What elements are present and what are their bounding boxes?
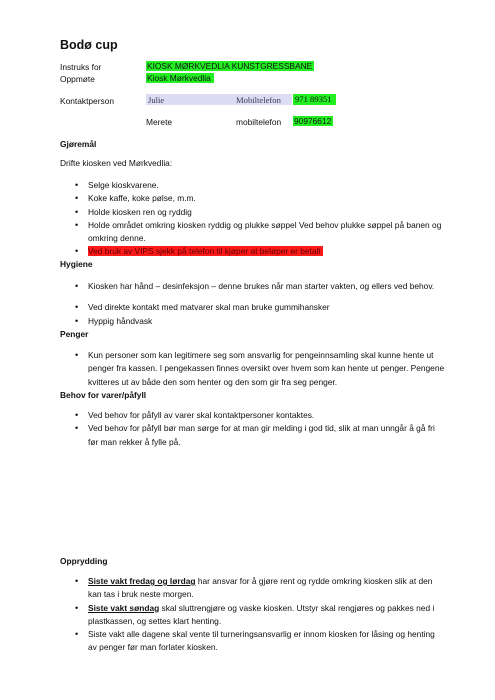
- list-item: • Ved direkte kontakt med matvarer skal man bruke gummihansker: [60, 301, 460, 314]
- instruks-label: Instruks for: [60, 62, 102, 72]
- penger-heading: Penger: [60, 329, 89, 339]
- contact1-phone-label: Mobiltelefon: [236, 95, 281, 105]
- kontakt-label: Kontaktperson: [60, 96, 115, 106]
- list-item: • Selge kioskvarene.: [60, 179, 440, 192]
- list-item: • Hyppig håndvask: [60, 315, 460, 328]
- hygiene-heading: Hygiene: [60, 259, 93, 269]
- behov-list: [60, 409, 445, 449]
- list-item: • Ved behov for påfyll av varer skal kontaktpersoner kontaktes.: [60, 409, 445, 422]
- penger-list: [60, 349, 445, 389]
- opprydding-list: [60, 575, 445, 655]
- page-title: Bodø cup: [60, 38, 118, 52]
- list-item: • Kiosken har hånd – desinfeksjon – denne brukes når man starter vakten, og ellers ved behov.: [60, 280, 460, 293]
- oppmote-label: Oppmøte: [60, 74, 95, 84]
- contact2-name: Merete: [146, 117, 173, 127]
- hygiene-list: [60, 280, 460, 328]
- opprydding-item2-label: Siste vakt søndag: [88, 602, 160, 613]
- contact1-phone: 971 89351: [293, 94, 336, 105]
- behov-heading: Behov for varer/påfyll: [60, 390, 147, 400]
- list-item: • Ved behov for påfyll bør man sørge for at man gir melding i god tid, slik at man unngår å gå fri før man rekker å fylle på.: [60, 422, 445, 449]
- list-item-alert: • Ved bruk av VIPS sjekk på telefon til kjøper at beløper er betalt: [60, 245, 440, 258]
- contact2-phone: 90976612: [294, 116, 332, 126]
- gjoremal-intro: Drifte kiosken ved Mørkvedlia:: [60, 158, 173, 168]
- opprydding-item1-label: Siste vakt fredag og lørdag: [88, 576, 196, 586]
- list-item: • Koke kaffe, koke pølse, m.m.: [60, 192, 440, 205]
- gjoremal-list: [60, 179, 440, 259]
- list-item: • Holde kiosken ren og ryddig: [60, 206, 440, 219]
- list-item: • Holde området omkring kiosken ryddig og plukke søppel Ved behov plukke søppel på banen og omkring denne.: [60, 219, 448, 246]
- list-item: • Siste vakt fredag og lørdag har ansvar for å gjøre rent og rydde omkring kiosken slik at den kan tas i bruk neste morgen.: [60, 575, 445, 602]
- instruks-value: KIOSK MØRKVEDLIA KUNSTGRESSBANE: [147, 61, 313, 71]
- oppmote-value: Kiosk Mørkvedlia: [146, 73, 214, 83]
- list-item: • Kun personer som kan legitimere seg som ansvarlig for pengeinnsamling skal kunne hente ut penger fra kassen. I pengekassen finnes oversikt over hvem som kan hente ut penger. Pengene kvitteres ut av både den som henter og den som gir fra seg penger.: [60, 349, 445, 389]
- contact2-phone-label: mobiltelefon: [236, 117, 282, 127]
- gjoremal-heading: Gjøremål: [60, 139, 97, 149]
- opprydding-heading: Opprydding: [60, 556, 108, 566]
- list-item: • Siste vakt søndag skal sluttrengjøre og vaske kiosken. Utstyr skal rengjøres og pakkes ned i plastkassen, og settes klart henting.: [60, 602, 445, 629]
- list-item: • Siste vakt alle dagene skal vente til turneringsansvarlig er innom kiosken for låsing og henting av penger før man forlater kiosken.: [60, 628, 445, 655]
- contact1-name: Julie: [148, 95, 165, 105]
